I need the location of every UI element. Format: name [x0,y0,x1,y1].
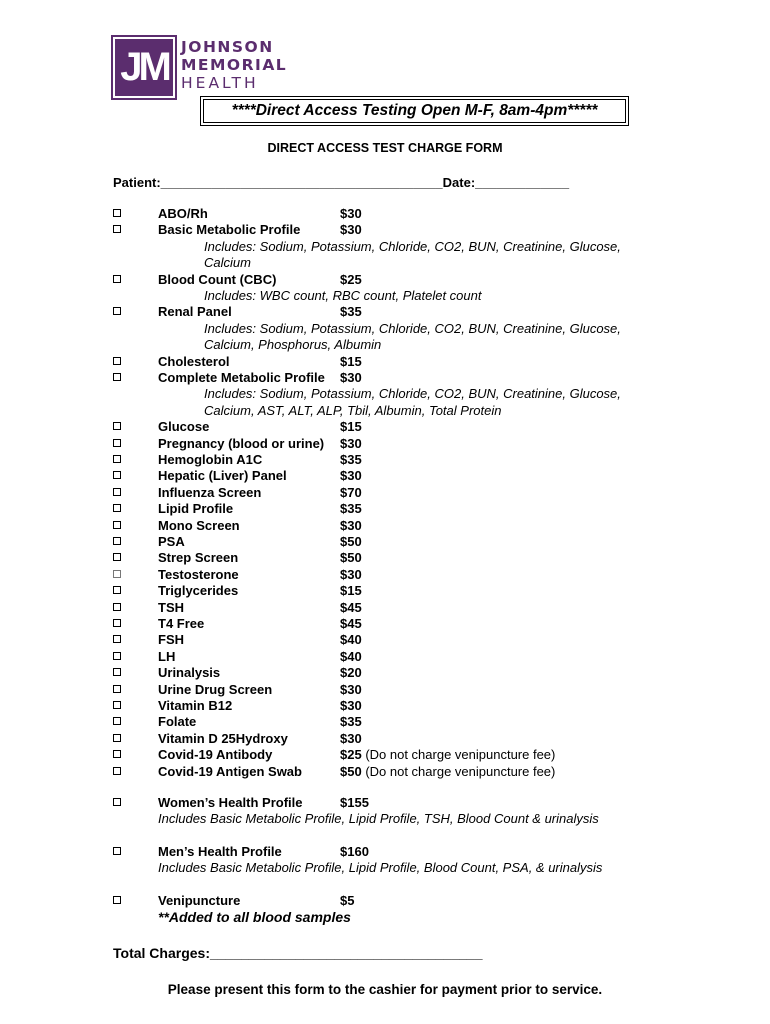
test-name: Pregnancy (blood or urine) [158,435,325,451]
test-includes: Calcium, Phosphorus, Albumin [204,337,382,353]
test-name: T4 Free [158,616,205,631]
checkbox[interactable] [113,225,121,233]
logo-letters: JM [120,45,168,89]
test-price-value: $20 [340,665,362,681]
test-price [340,419,362,435]
checkbox[interactable] [113,521,121,529]
test-includes: Includes: Sodium, Potassium, Chloride, CO2, BUN, Creatinine, Glucose, [204,320,621,336]
test-price-value: $70 [340,484,362,500]
test-price-value: $50 [340,763,362,779]
test-name: Lipid Profile [158,501,234,517]
venipuncture-price: $5 [340,893,355,908]
test-price-value: $40 [340,648,362,664]
test-name: Complete Metabolic Profile [158,370,325,385]
test-price-value: $15 [340,419,362,435]
checkbox[interactable] [113,635,121,643]
test-includes: Includes: WBC count, RBC count, Platelet count [204,288,482,303]
test-price [340,616,362,632]
test-name: Hemoglobin A1C [158,452,263,467]
test-note: (Do not charge venipuncture fee) [361,763,556,779]
test-name: Covid-19 Antigen Swab [158,763,302,779]
checkbox[interactable] [113,455,121,463]
test-price [340,222,362,238]
test-name: Triglycerides [158,583,239,599]
test-price [340,698,362,714]
test-includes: Includes: Sodium, Potassium, Chloride, CO2, BUN, Creatinine, Glucose, [204,386,621,402]
test-price [340,272,362,288]
checkbox[interactable] [113,652,121,660]
profile-price: $160 [340,844,369,859]
test-name: Influenza Screen [158,484,262,500]
test-price-value: $40 [340,632,362,648]
test-price-value: $25 [340,747,362,763]
test-price-value: $45 [340,599,362,615]
test-price-value: $35 [340,304,362,320]
profile-includes: Includes Basic Metabolic Profile, Lipid Profile, Blood Count, PSA, & urinalysis [158,860,603,875]
test-price-value: $50 [340,550,362,566]
checkbox[interactable] [113,504,121,512]
test-price [340,550,362,566]
test-price [340,632,362,648]
test-price [340,764,555,780]
test-price [340,485,362,501]
test-price [340,567,362,583]
profile-price: $155 [340,795,369,810]
checkbox[interactable] [113,701,121,709]
logo-line-johnson: JOHNSON [181,38,274,56]
test-price [340,714,362,730]
test-name: Strep Screen [158,550,239,566]
checkbox[interactable] [113,717,121,725]
test-name: Hepatic (Liver) Panel [158,468,287,484]
total-charges-field[interactable]: Total Charges:___________________________________ [113,945,483,961]
checkbox[interactable] [113,307,121,315]
checkbox[interactable] [113,767,121,775]
test-price-value: $35 [340,501,362,517]
checkbox[interactable] [113,685,121,693]
test-price-value: $30 [340,517,362,533]
logo-line-memorial: MEMORIAL [181,56,288,74]
test-price [340,206,362,222]
test-name: TSH [158,599,184,615]
test-name: FSH [158,632,184,648]
test-name: LH [158,648,176,664]
venipuncture-note: **Added to all blood samples [158,909,351,925]
checkbox[interactable] [113,896,121,904]
test-price [340,436,362,452]
test-name: Renal Panel [158,304,232,320]
test-price [340,501,362,517]
test-price-value: $50 [340,534,362,549]
checkbox[interactable] [113,439,121,447]
profile-name: Women’s Health Profile [158,795,303,810]
checkbox[interactable] [113,357,121,365]
test-price-value: $45 [340,616,362,631]
test-name: Urine Drug Screen [158,681,273,697]
test-price [340,583,362,599]
test-note: (Do not charge venipuncture fee) [361,747,556,763]
checkbox[interactable] [113,734,121,742]
test-price-value: $30 [340,468,362,484]
test-price [340,747,555,763]
test-price-value: $30 [340,730,362,746]
test-name: Vitamin D 25Hydroxy [158,730,288,746]
test-price-value: $35 [340,714,362,730]
checkbox[interactable] [113,603,121,611]
test-price [340,304,362,320]
checkbox[interactable] [113,275,121,283]
test-price-value: $15 [340,583,362,599]
test-name: Cholesterol [158,353,230,369]
test-price-value: $30 [340,681,362,697]
test-name: Glucose [158,419,210,435]
checkbox[interactable] [113,537,121,545]
profile-name: Men’s Health Profile [158,844,282,859]
checkbox[interactable] [113,750,121,758]
venipuncture-name: Venipuncture [158,893,241,908]
test-includes: Calcium [204,255,251,271]
test-name: Folate [158,714,197,730]
checkbox[interactable] [113,422,121,430]
profile-includes: Includes Basic Metabolic Profile, Lipid Profile, TSH, Blood Count & urinalysis [158,811,599,826]
test-price [340,452,362,468]
test-name: Basic Metabolic Profile [158,222,301,238]
test-price-value: $15 [340,353,362,369]
checkbox[interactable] [113,798,121,806]
test-price [340,731,362,747]
hours-banner: ****Direct Access Testing Open M-F, 8am-4pm***** [203,99,626,123]
test-price-value: $35 [340,452,362,467]
test-price-value: $30 [340,222,362,238]
test-price [340,600,362,616]
checkbox[interactable] [113,553,121,561]
test-includes: Calcium, AST, ALT, ALP, Tbil, Albumin, Total Protein [204,402,502,418]
test-price [340,354,362,370]
test-price-value: $25 [340,271,362,287]
payment-instructions: Please present this form to the cashier for payment prior to service. [167,982,603,997]
test-name: PSA [158,534,185,549]
patient-date-field[interactable]: Patient:_______________________________________Date:_____________ [113,175,570,190]
test-price-value: $30 [340,370,362,385]
test-price [340,682,362,698]
test-price [340,370,362,386]
test-name: Mono Screen [158,517,240,533]
test-name: Covid-19 Antibody [158,747,273,763]
test-price [340,665,362,681]
checkbox[interactable] [113,488,121,496]
test-price-value: $30 [340,206,362,221]
checkbox[interactable] [113,373,121,381]
form-title: DIRECT ACCESS TEST CHARGE FORM [267,141,503,155]
logo-line-health: HEALTH [181,74,259,92]
checkbox[interactable] [113,471,121,479]
checkbox[interactable] [113,570,121,578]
logo-mark [113,37,175,98]
test-price [340,518,362,534]
test-name: ABO/Rh [158,206,208,221]
test-name: Testosterone [158,566,239,582]
test-price-value: $30 [340,566,362,582]
checkbox[interactable] [113,586,121,594]
test-name: Urinalysis [158,665,221,681]
checkbox[interactable] [113,847,121,855]
checkbox[interactable] [113,209,121,217]
test-price-value: $30 [340,698,362,713]
test-price-value: $30 [340,435,362,451]
test-name: Vitamin B12 [158,698,233,713]
test-includes: Includes: Sodium, Potassium, Chloride, CO2, BUN, Creatinine, Glucose, [204,238,621,254]
checkbox[interactable] [113,668,121,676]
test-price [340,468,362,484]
test-price [340,649,362,665]
test-name: Blood Count (CBC) [158,271,277,287]
checkbox[interactable] [113,619,121,627]
test-price [340,534,362,550]
